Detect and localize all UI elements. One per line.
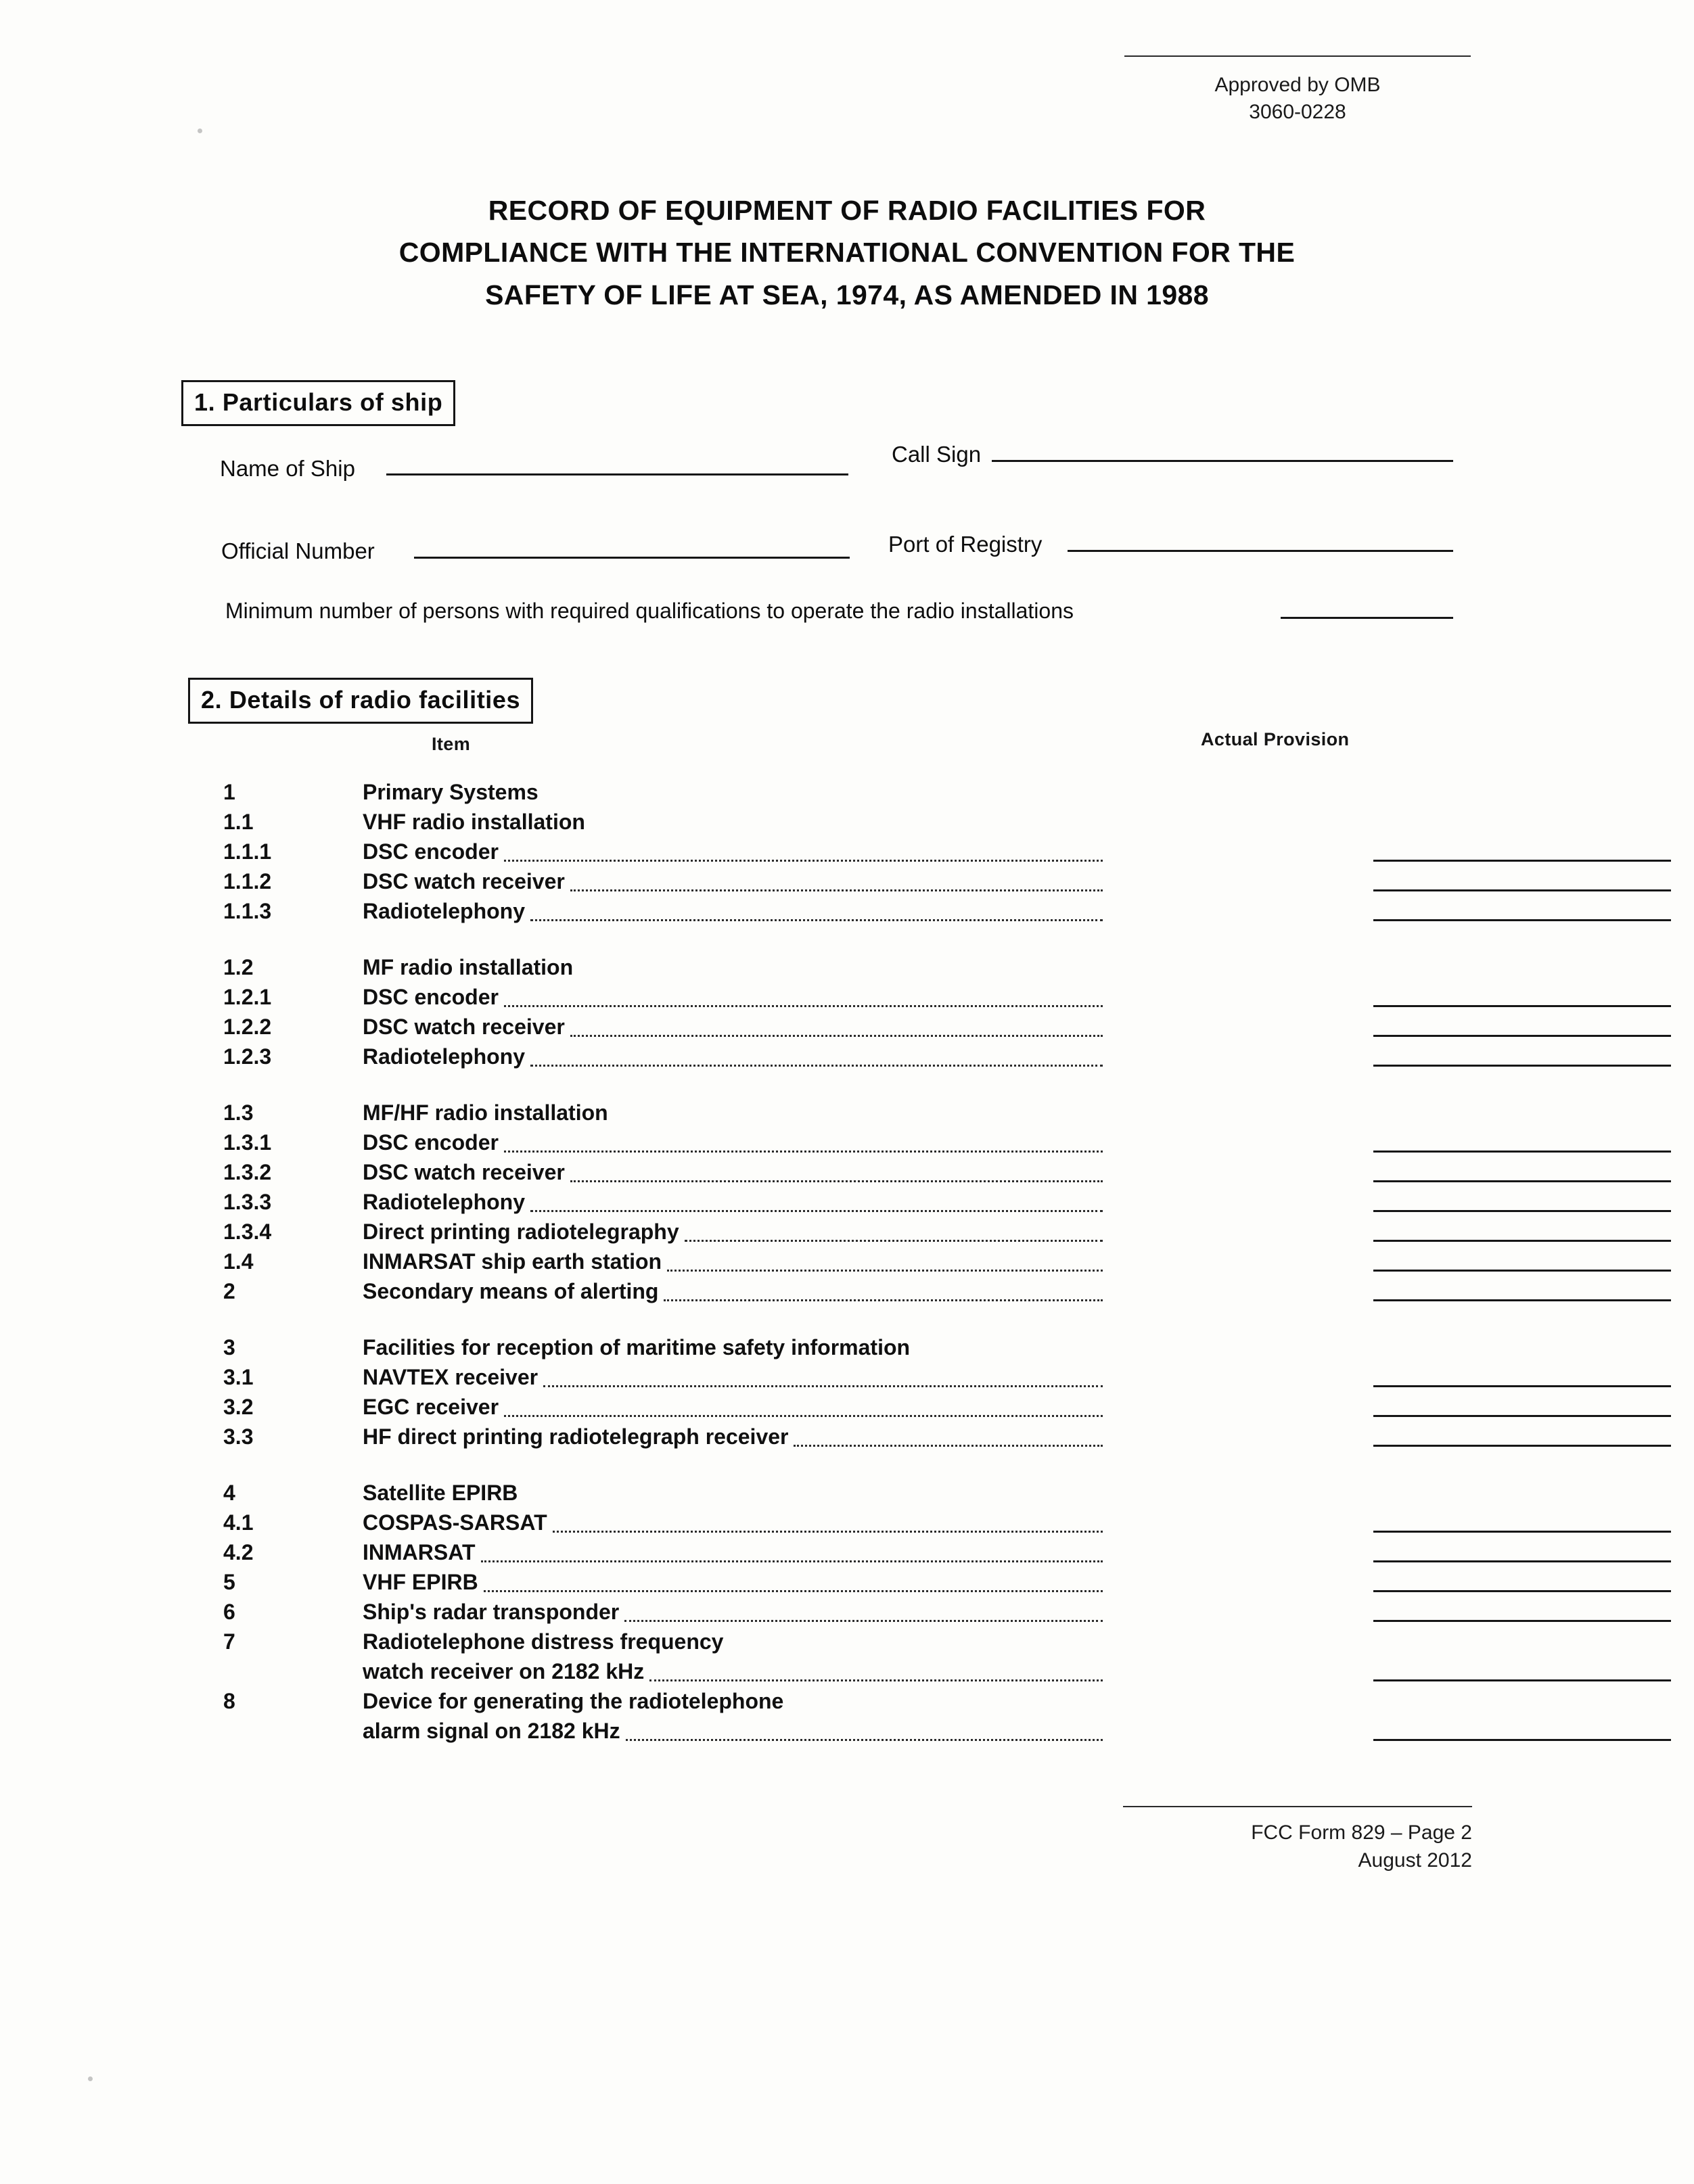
item-number: 1.3.4 bbox=[223, 1219, 272, 1244]
item-row bbox=[223, 1335, 1509, 1365]
item-label: NAVTEX receiver bbox=[363, 1365, 543, 1390]
footer-date: August 2012 bbox=[1358, 1849, 1472, 1872]
dotted-leader bbox=[530, 919, 1103, 921]
item-number: 4.1 bbox=[223, 1510, 254, 1535]
dotted-leader bbox=[570, 1035, 1103, 1037]
actual-provision-input[interactable] bbox=[1373, 1180, 1671, 1182]
item-row bbox=[223, 1424, 1509, 1454]
item-number: 1.2.1 bbox=[223, 985, 272, 1009]
item-label: VHF EPIRB bbox=[363, 1570, 484, 1595]
item-number: 1 bbox=[223, 780, 235, 804]
dotted-leader bbox=[484, 1590, 1103, 1592]
page-title-line-3: SAFETY OF LIFE AT SEA, 1974, AS AMENDED IN 1988 bbox=[485, 279, 1209, 310]
dotted-leader bbox=[504, 1151, 1103, 1153]
dotted-leader bbox=[504, 1005, 1103, 1007]
actual-provision-input[interactable] bbox=[1373, 1531, 1671, 1533]
item-label: COSPAS-SARSAT bbox=[363, 1510, 553, 1535]
item-label: Secondary means of alerting bbox=[363, 1279, 664, 1304]
item-row bbox=[223, 1365, 1509, 1395]
dotted-leader bbox=[794, 1445, 1103, 1447]
item-row bbox=[223, 1190, 1509, 1219]
actual-provision-input[interactable] bbox=[1373, 1415, 1671, 1417]
item-number: 1.2.2 bbox=[223, 1015, 272, 1039]
actual-provision-input[interactable] bbox=[1373, 1679, 1671, 1681]
actual-provision-input[interactable] bbox=[1373, 1560, 1671, 1562]
item-label: MF/HF radio installation bbox=[363, 1100, 614, 1125]
label-minimum-persons: Minimum number of persons with required qualifications to operate the radio installations bbox=[225, 599, 1074, 623]
actual-provision-input[interactable] bbox=[1373, 1445, 1671, 1447]
actual-provision-input[interactable] bbox=[1373, 889, 1671, 891]
item-row bbox=[223, 1659, 1509, 1689]
dotted-leader bbox=[667, 1270, 1103, 1272]
item-row bbox=[223, 1044, 1509, 1074]
item-row bbox=[223, 839, 1509, 869]
column-header-actual-provision: Actual Provision bbox=[1201, 729, 1350, 749]
item-row bbox=[223, 1015, 1509, 1044]
actual-provision-input[interactable] bbox=[1373, 1270, 1671, 1272]
item-row bbox=[223, 1540, 1509, 1570]
item-number: 1.1.1 bbox=[223, 839, 272, 864]
item-number: 3.3 bbox=[223, 1424, 254, 1449]
page-title-line-2: COMPLIANCE WITH THE INTERNATIONAL CONVENTION FOR THE bbox=[398, 237, 1296, 269]
dotted-leader bbox=[504, 1415, 1103, 1417]
item-label: Radiotelephone distress frequency bbox=[363, 1629, 729, 1654]
item-row bbox=[223, 1100, 1509, 1130]
item-row bbox=[223, 899, 1509, 929]
item-row bbox=[223, 1279, 1509, 1309]
label-name-of-ship: Name of Ship bbox=[220, 456, 355, 481]
actual-provision-input[interactable] bbox=[1373, 1385, 1671, 1387]
item-label: DSC encoder bbox=[363, 839, 504, 864]
item-label: Direct printing radiotelegraphy bbox=[363, 1219, 685, 1245]
item-row bbox=[223, 955, 1509, 985]
item-number: 1.1.2 bbox=[223, 869, 272, 893]
actual-provision-input[interactable] bbox=[1373, 919, 1671, 921]
dotted-leader bbox=[504, 860, 1103, 862]
item-label: Facilities for reception of maritime safety information bbox=[363, 1335, 915, 1360]
item-row bbox=[223, 810, 1509, 839]
item-label: Radiotelephony bbox=[363, 1044, 530, 1069]
actual-provision-input[interactable] bbox=[1373, 1739, 1671, 1741]
item-label: VHF radio installation bbox=[363, 810, 591, 835]
actual-provision-input[interactable] bbox=[1373, 1005, 1671, 1007]
item-label: INMARSAT bbox=[363, 1540, 481, 1565]
item-row bbox=[223, 1481, 1509, 1510]
item-number: 3 bbox=[223, 1335, 235, 1360]
item-row bbox=[223, 1629, 1509, 1659]
item-number: 1.3.1 bbox=[223, 1130, 272, 1155]
item-number: 1.1 bbox=[223, 810, 254, 834]
item-row bbox=[223, 1395, 1509, 1424]
item-label: EGC receiver bbox=[363, 1395, 504, 1420]
item-row bbox=[223, 1570, 1509, 1600]
item-row bbox=[223, 1689, 1509, 1719]
item-row bbox=[223, 985, 1509, 1015]
dotted-leader bbox=[530, 1065, 1103, 1067]
section-1-heading: 1. Particulars of ship bbox=[181, 380, 455, 426]
item-number: 1.3 bbox=[223, 1100, 254, 1125]
dotted-leader bbox=[624, 1620, 1103, 1622]
actual-provision-input[interactable] bbox=[1373, 860, 1671, 862]
item-number: 1.4 bbox=[223, 1249, 254, 1274]
actual-provision-input[interactable] bbox=[1373, 1620, 1671, 1622]
item-number: 2 bbox=[223, 1279, 235, 1303]
item-label: DSC watch receiver bbox=[363, 1160, 570, 1185]
item-label: Device for generating the radiotelephone bbox=[363, 1689, 789, 1714]
dotted-leader bbox=[626, 1739, 1103, 1741]
item-label: DSC watch receiver bbox=[363, 869, 570, 894]
dotted-leader bbox=[553, 1531, 1103, 1533]
actual-provision-input[interactable] bbox=[1373, 1240, 1671, 1242]
item-number: 3.2 bbox=[223, 1395, 254, 1419]
item-label: watch receiver on 2182 kHz bbox=[363, 1659, 649, 1684]
item-label: DSC encoder bbox=[363, 1130, 504, 1155]
label-call-sign: Call Sign bbox=[892, 442, 982, 467]
item-number: 3.1 bbox=[223, 1365, 254, 1389]
actual-provision-input[interactable] bbox=[1373, 1210, 1671, 1212]
footer-form-page: FCC Form 829 – Page 2 bbox=[1251, 1821, 1472, 1844]
label-official-number: Official Number bbox=[221, 538, 375, 563]
item-row bbox=[223, 780, 1509, 810]
omb-control-number: 3060-0228 bbox=[1249, 100, 1346, 123]
dotted-leader bbox=[664, 1299, 1103, 1301]
item-label: MF radio installation bbox=[363, 955, 578, 980]
item-row bbox=[223, 1219, 1509, 1249]
item-number: 1.2 bbox=[223, 955, 254, 979]
form-footer bbox=[1123, 1806, 1472, 1874]
item-label: Radiotelephony bbox=[363, 899, 530, 924]
item-row bbox=[223, 1130, 1509, 1160]
item-label: HF direct printing radiotelegraph receiver bbox=[363, 1424, 794, 1449]
item-row bbox=[223, 1160, 1509, 1190]
label-port-of-registry: Port of Registry bbox=[888, 532, 1043, 557]
item-number: 6 bbox=[223, 1600, 235, 1624]
dotted-leader bbox=[543, 1385, 1103, 1387]
item-number: 1.1.3 bbox=[223, 899, 272, 923]
dotted-leader bbox=[570, 889, 1103, 891]
actual-provision-input[interactable] bbox=[1373, 1065, 1671, 1067]
item-label: INMARSAT ship earth station bbox=[363, 1249, 667, 1274]
item-row bbox=[223, 869, 1509, 899]
item-label: Primary Systems bbox=[363, 780, 544, 805]
omb-approved-label: Approved by OMB bbox=[1214, 74, 1381, 96]
actual-provision-input[interactable] bbox=[1373, 1035, 1671, 1037]
actual-provision-input[interactable] bbox=[1373, 1590, 1671, 1592]
actual-provision-input[interactable] bbox=[1373, 1299, 1671, 1301]
item-label: DSC encoder bbox=[363, 985, 504, 1010]
dotted-leader bbox=[685, 1240, 1103, 1242]
item-label: Satellite EPIRB bbox=[363, 1481, 523, 1506]
column-header-item: Item bbox=[432, 734, 471, 754]
item-number: 4.2 bbox=[223, 1540, 254, 1564]
item-row bbox=[223, 1249, 1509, 1279]
dotted-leader bbox=[530, 1210, 1103, 1212]
item-number: 5 bbox=[223, 1570, 235, 1594]
dotted-leader bbox=[570, 1180, 1103, 1182]
dotted-leader bbox=[649, 1679, 1103, 1681]
item-label: alarm signal on 2182 kHz bbox=[363, 1719, 626, 1744]
item-row bbox=[223, 1719, 1509, 1748]
item-row bbox=[223, 1510, 1509, 1540]
page-title-line-1: RECORD OF EQUIPMENT OF RADIO FACILITIES FOR bbox=[488, 195, 1206, 226]
item-label: Radiotelephony bbox=[363, 1190, 530, 1215]
item-number: 1.3.3 bbox=[223, 1190, 272, 1214]
item-number: 7 bbox=[223, 1629, 235, 1654]
item-number: 4 bbox=[223, 1481, 235, 1505]
item-number: 1.3.2 bbox=[223, 1160, 272, 1184]
item-number: 8 bbox=[223, 1689, 235, 1713]
item-label: Ship's radar transponder bbox=[363, 1600, 624, 1625]
item-number: 1.2.3 bbox=[223, 1044, 272, 1069]
actual-provision-input[interactable] bbox=[1373, 1151, 1671, 1153]
dotted-leader bbox=[481, 1560, 1103, 1562]
item-label: DSC watch receiver bbox=[363, 1015, 570, 1040]
item-row bbox=[223, 1600, 1509, 1629]
section-2-heading: 2. Details of radio facilities bbox=[188, 678, 533, 724]
